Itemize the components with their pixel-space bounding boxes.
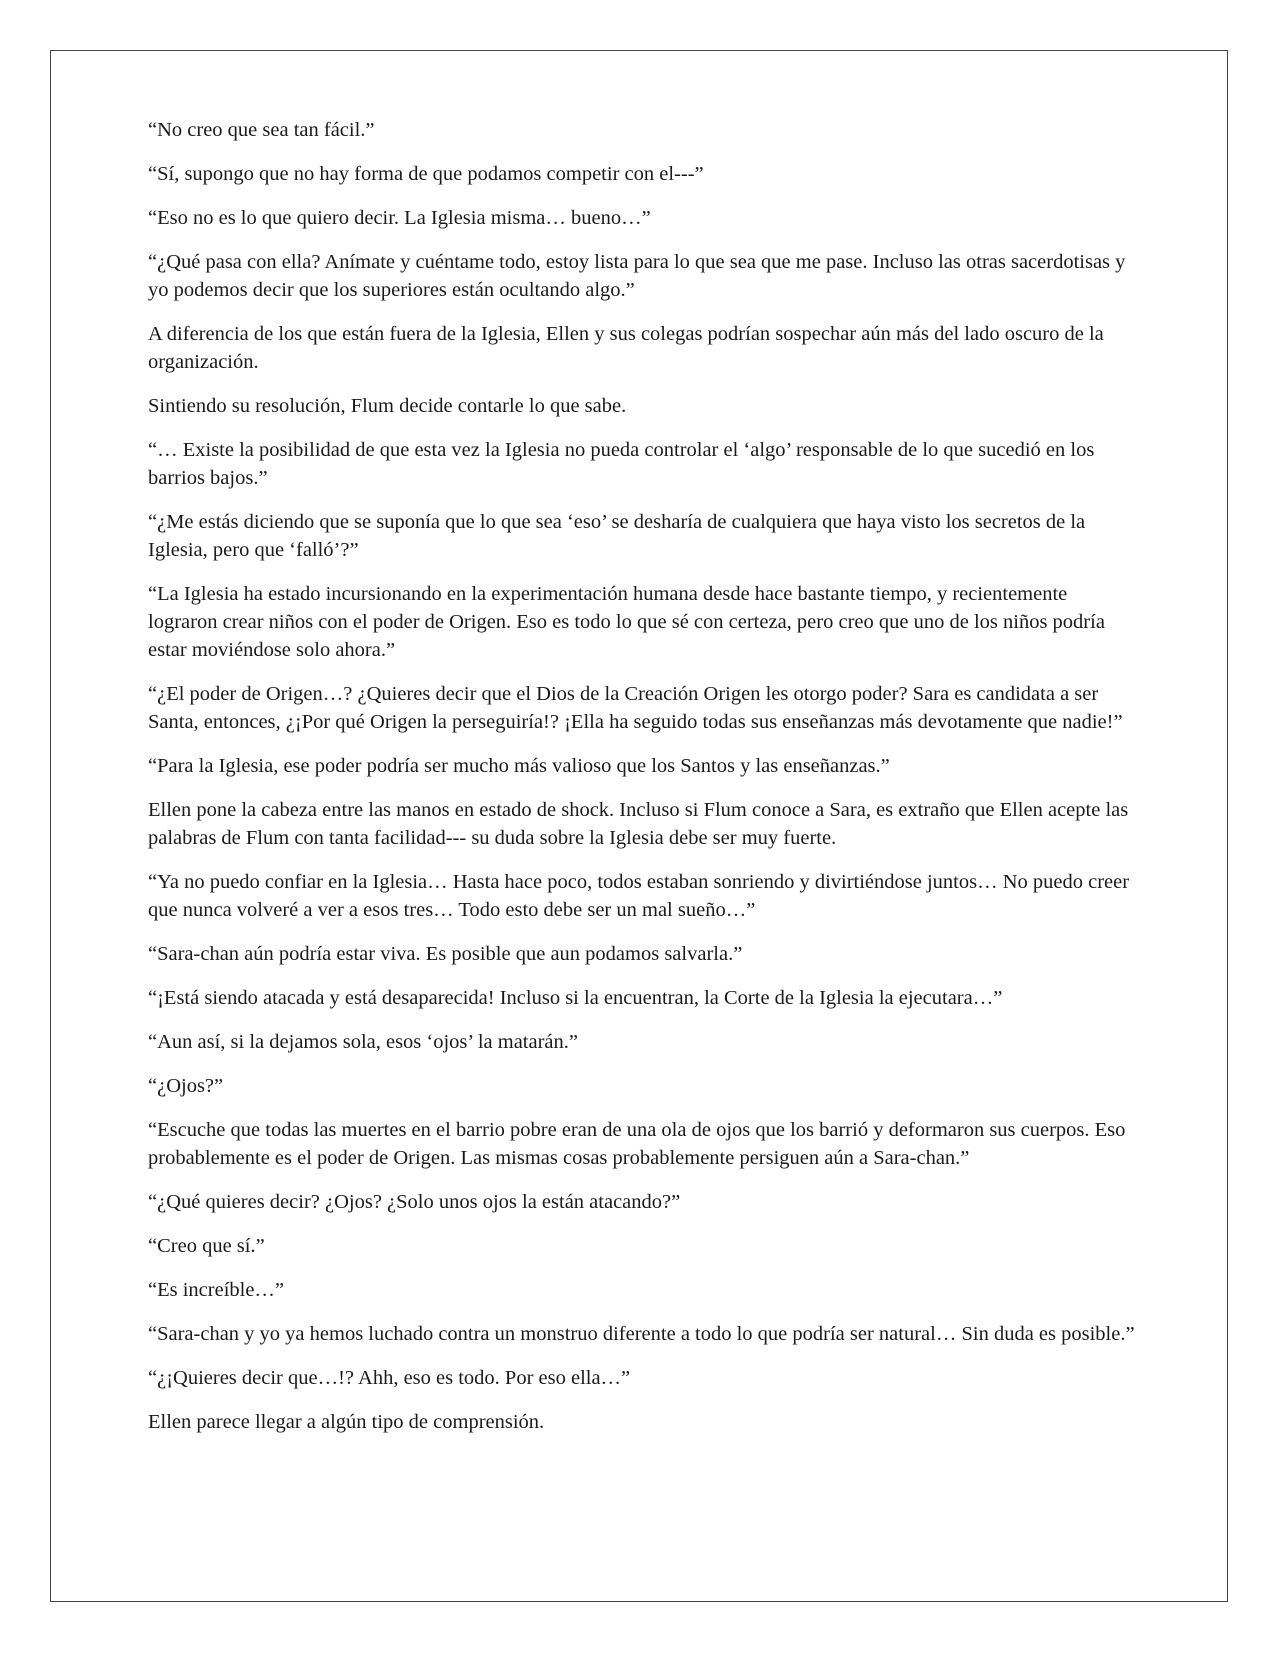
paragraph: “Aun así, si la dejamos sola, esos ‘ojos’ la matarán.”: [148, 1031, 578, 1053]
paragraph: “Es increíble…”: [148, 1279, 285, 1301]
paragraph: “¿Me estás diciendo que se suponía que lo que sea ‘eso’ se desharía de cualquiera que haya visto los secretos de la Iglesia, pero que ‘falló’?”: [148, 511, 1086, 561]
paragraph: “Creo que sí.”: [148, 1235, 265, 1257]
paragraph: Ellen parece llegar a algún tipo de comprensión.: [148, 1411, 545, 1433]
paragraph: “Sara-chan y yo ya hemos luchado contra un monstruo diferente a todo lo que podría ser natural… Sin duda es posible.”: [148, 1323, 1135, 1345]
paragraph: Ellen pone la cabeza entre las manos en estado de shock. Incluso si Flum conoce a Sara, es extraño que Ellen acepte las palabras de Flum con tanta facilidad--- su duda sobre la Iglesia debe ser muy fuerte.: [148, 799, 1129, 849]
paragraph: “¿Ojos?”: [148, 1075, 224, 1097]
paragraph: “Escuche que todas las muertes en el barrio pobre eran de una ola de ojos que los barrió y deformaron sus cuerpos. Eso probablemente es el poder de Origen. Las mismas cosas probablemente persiguen aún a Sara-chan.”: [148, 1119, 1126, 1169]
paragraph: “¿El poder de Origen…? ¿Quieres decir que el Dios de la Creación Origen les otorgo poder? Sara es candidata a ser Santa, entonces, ¿¡Por qué Origen la perseguiría!? ¡Ella ha seguido todas sus enseñanzas más devotamente que nadie!”: [148, 683, 1123, 733]
paragraph: “Para la Iglesia, ese poder podría ser mucho más valioso que los Santos y las enseñanzas.”: [148, 755, 890, 777]
paragraph: A diferencia de los que están fuera de la Iglesia, Ellen y sus colegas podrían sospechar aún más del lado oscuro de la organización.: [148, 323, 1104, 373]
paragraph: “Sara-chan aún podría estar viva. Es posible que aun podamos salvarla.”: [148, 943, 743, 965]
paragraph: “Sí, supongo que no hay forma de que podamos competir con el---”: [148, 163, 704, 185]
paragraph: “Eso no es lo que quiero decir. La Iglesia misma… bueno…”: [148, 207, 651, 229]
paragraph: “¿Qué quieres decir? ¿Ojos? ¿Solo unos ojos la están atacando?”: [148, 1191, 681, 1213]
paragraph: “¡Está siendo atacada y está desaparecida! Incluso si la encuentran, la Corte de la Iglesia la ejecutara…”: [148, 987, 1003, 1009]
paragraph: Sintiendo su resolución, Flum decide contarle lo que sabe.: [148, 395, 627, 417]
paragraph: “Ya no puedo confiar en la Iglesia… Hasta hace poco, todos estaban sonriendo y divirtiéndose juntos… No puedo creer que nunca volveré a ver a esos tres… Todo esto debe ser un mal sueño…”: [148, 871, 1130, 921]
paragraph: “… Existe la posibilidad de que esta vez la Iglesia no pueda controlar el ‘algo’ responsable de lo que sucedió en los barrios bajos.”: [148, 439, 1095, 489]
paragraph: “La Iglesia ha estado incursionando en la experimentación humana desde hace bastante tiempo, y recientemente lograron crear niños con el poder de Origen. Eso es todo lo que sé con certeza, pero creo que uno de los niños podría estar moviéndose solo ahora.”: [148, 583, 1105, 661]
paragraph: “No creo que sea tan fácil.”: [148, 119, 375, 141]
paragraph: “¿Qué pasa con ella? Anímate y cuéntame todo, estoy lista para lo que sea que me pase. Incluso las otras sacerdotisas y yo podemos decir que los superiores están ocultando algo.”: [148, 251, 1126, 301]
document-body: [148, 116, 1138, 1452]
paragraph: “¿¡Quieres decir que…!? Ahh, eso es todo. Por eso ella…”: [148, 1367, 631, 1389]
